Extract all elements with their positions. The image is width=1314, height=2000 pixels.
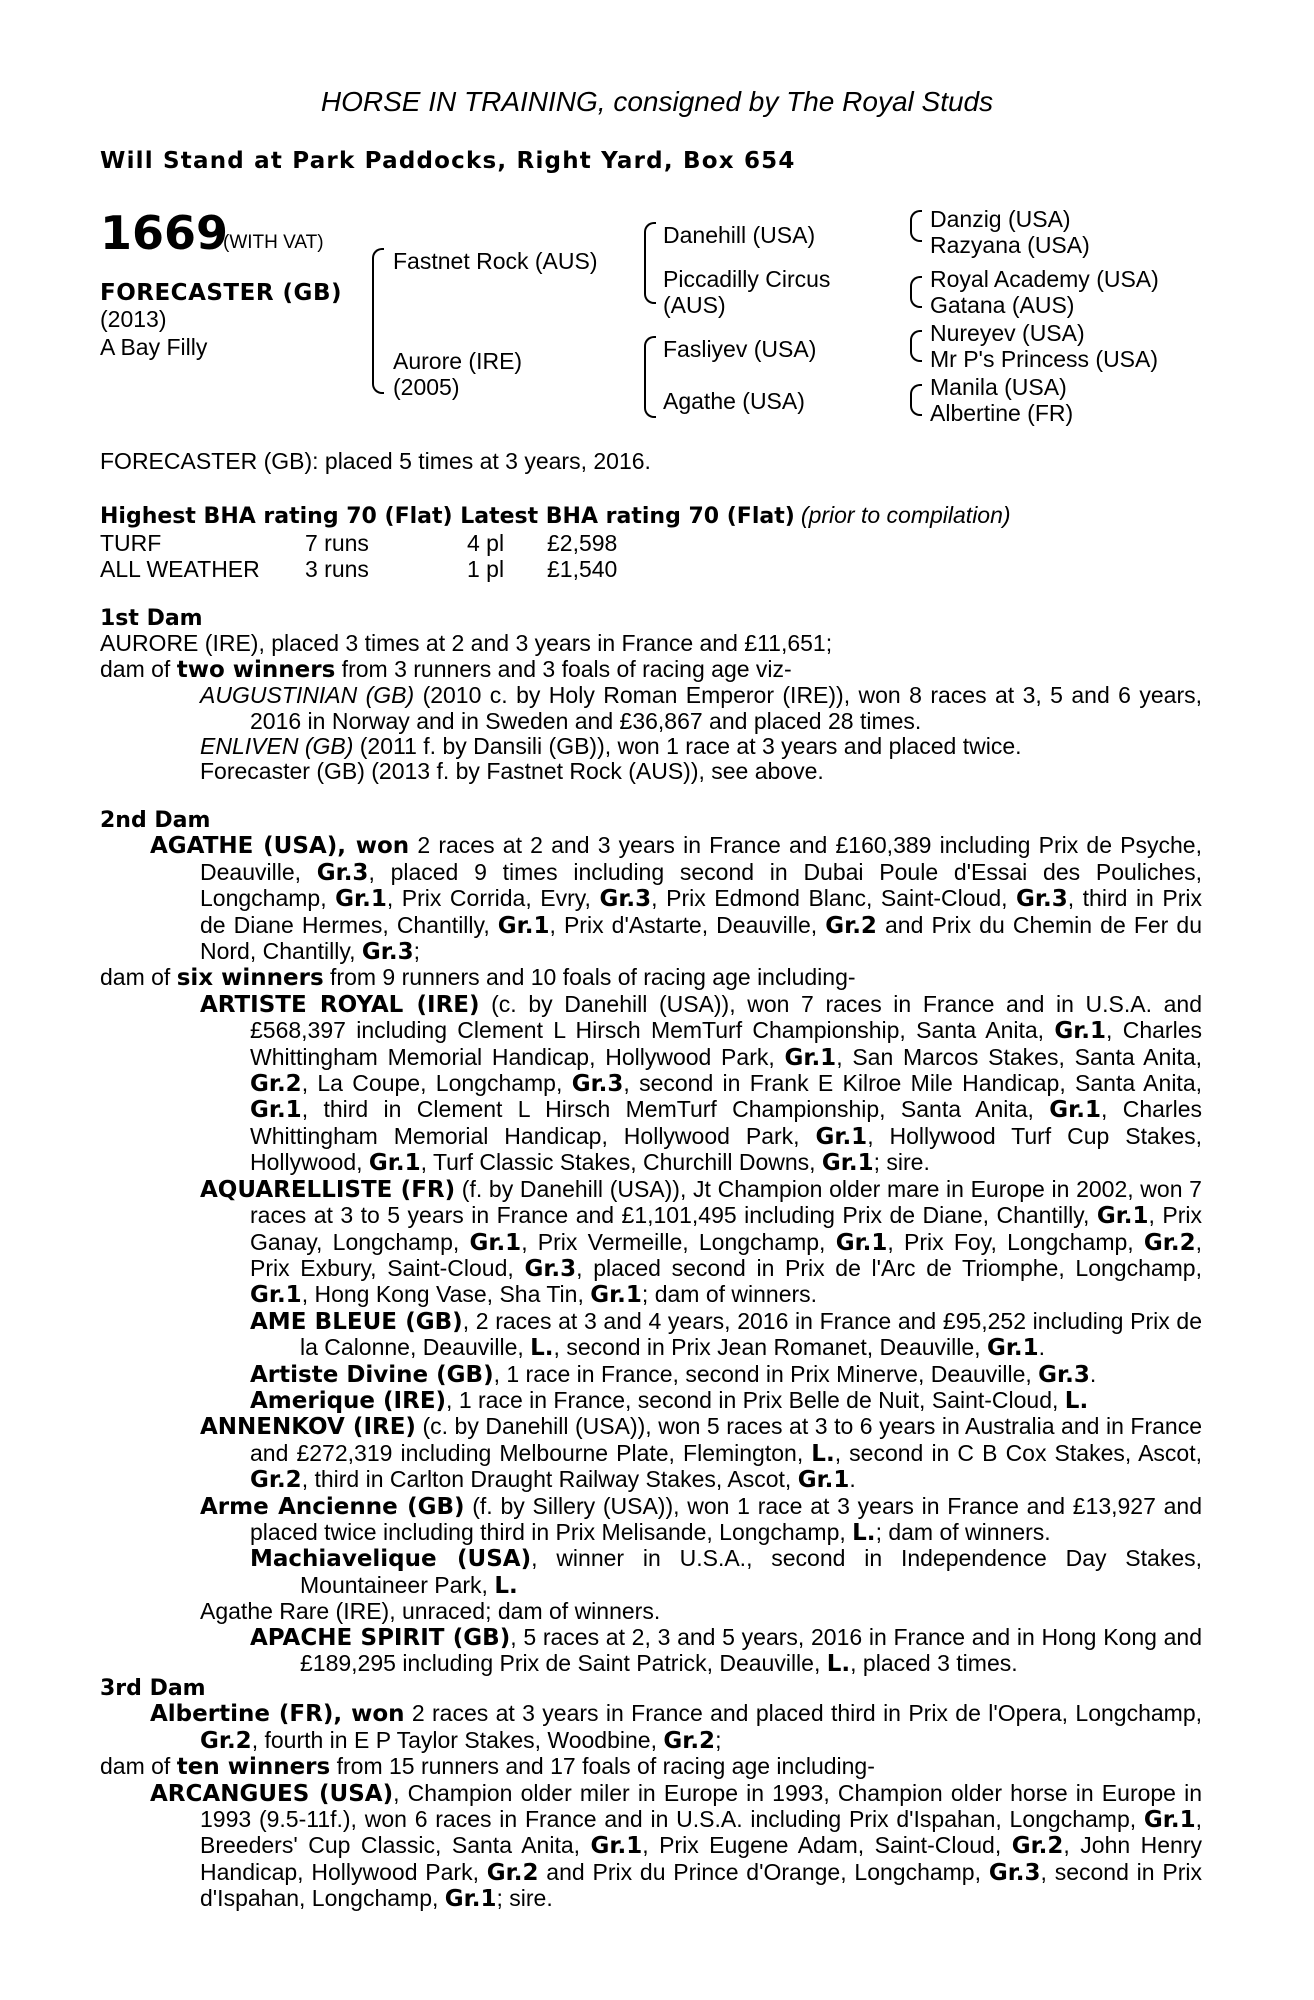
third-dam-produce-line: dam of ten winners from 15 runners and 17 foals of racing age including-	[100, 1753, 875, 1781]
pedigree-brace-sire-bottom	[644, 262, 656, 304]
first-dam-intro: AURORE (IRE), placed 3 times at 2 and 3 years in France and £11,651;	[100, 630, 833, 657]
artiste-royal-entry: ARTISTE ROYAL (IRE) (c. by Danehill (USA)), won 7 races in France and in U.S.A. and £568,397 including Clement L Hirsch MemTurf Championship, Santa Anita, Gr.1, Charles Whittingham Memorial Handicap, Hollywood Park, Gr.1, San Marcos Stakes, Santa Anita, Gr.2, La Coupe, Longchamp, Gr.3, second in Frank E Kilroe Mile Handicap, Santa Anita, Gr.1, third in Clement L Hirsch MemTurf Championship, Santa Anita, Gr.1, Charles Whittingham Memorial Handicap, Hollywood Park, Gr.1, Hollywood Turf Cup Stakes, Hollywood, Gr.1, Turf Classic Stakes, Churchill Downs, Gr.1; sire.	[200, 990, 1202, 1177]
turf-money: £2,598	[547, 530, 618, 556]
horse-description: A Bay Filly	[100, 334, 208, 360]
pedigree-g-sss: Danzig (USA)	[930, 206, 1071, 232]
pedigree-brace-dam-bottom	[644, 376, 656, 418]
pedigree-g-dsd: Mr P's Princess (USA)	[930, 346, 1159, 372]
arcangues-entry: ARCANGUES (USA), Champion older miler in Europe in 1993, Champion older horse in Europe in 1993 (9.5-11f.), won 6 races in France and in U.S.A. including Prix d'Ispahan, Longchamp, Gr.1, Breeders' Cup Classic, Santa Anita, Gr.1, Prix Eugene Adam, Saint-Cloud, Gr.2, John Henry Handicap, Hollywood Park, Gr.2 and Prix du Prince d'Orange, Longchamp, Gr.3, second in Prix d'Ispahan, Longchamp, Gr.1; sire.	[150, 1779, 1203, 1913]
second-dam-intro: AGATHE (USA), won 2 races at 2 and 3 years in France and £160,389 including Prix de Psyche, Deauville, Gr.3, placed 9 times including second in Dubai Poule d'Essai des Pouliches, Longchamp, Gr.1, Prix Corrida, Evry, Gr.3, Prix Edmond Blanc, Saint-Cloud, Gr.3, third in Prix de Diane Hermes, Chantilly, Gr.1, Prix d'Astarte, Deauville, Gr.2 and Prix du Chemin de Fer du Nord, Chantilly, Gr.3;	[150, 832, 1203, 966]
pedigree-brace-main-bottom	[372, 328, 384, 394]
pedigree-brace-sire-top	[644, 222, 656, 264]
turf-placed: 4 pl	[467, 530, 505, 556]
first-dam-section	[100, 606, 1202, 785]
pedigree-g-ssd: Razyana (USA)	[930, 232, 1090, 258]
machiavelique-entry: Machiavelique (USA), winner in U.S.A., second in Independence Day Stakes, Mountaineer Park, L.	[250, 1545, 1202, 1599]
first-dam-foal-3: Forecaster (GB) (2013 f. by Fastnet Rock (AUS)), see above.	[200, 758, 824, 785]
ratings-text: Highest BHA rating 70 (Flat) Latest BHA rating 70 (Flat)	[100, 504, 795, 529]
pedigree-g-sds: Royal Academy (USA)	[930, 266, 1159, 292]
ame-bleue-entry: AME BLEUE (GB), 2 races at 3 and 4 years, 2016 in France and £95,252 including Prix de la Calonne, Deauville, L., second in Prix Jean Romanet, Deauville, Gr.1.	[250, 1307, 1202, 1362]
amerique-entry: Amerique (IRE), 1 race in France, second in Prix Belle de Nuit, Saint-Cloud, L.	[250, 1386, 1089, 1414]
pedigree-g-dds: Manila (USA)	[930, 374, 1067, 400]
horse-name: FORECASTER (GB)	[100, 280, 342, 306]
artiste-divine-entry: Artiste Divine (GB), 1 race in France, second in Prix Minerve, Deauville, Gr.3.	[250, 1360, 1097, 1388]
apache-spirit-entry: APACHE SPIRIT (GB), 5 races at 2, 3 and 5 years, 2016 in France and in Hong Kong and £189,295 including Prix de Saint Patrick, Deauville, L., placed 3 times.	[250, 1623, 1202, 1677]
second-dam-produce-line: dam of six winners from 9 runners and 10 foals of racing age including-	[100, 964, 856, 992]
annenkov-entry: ANNENKOV (IRE) (c. by Danehill (USA)), won 5 races at 3 to 6 years in Australia and in France and £272,319 including Melbourne Plate, Flemington, L., second in C B Cox Stakes, Ascot, Gr.2, third in Carlton Draught Railway Stakes, Ascot, Gr.1.	[200, 1413, 1202, 1494]
first-dam-foal-1: AUGUSTINIAN (GB) (2010 c. by Holy Roman Emperor (IRE)), won 8 races at 3, 5 and 6 years, 2016 in Norway and in Sweden and £36,867 and placed 28 times.	[200, 682, 1202, 734]
pedigree-dam-dam: Agathe (USA)	[663, 388, 805, 414]
pedigree-sire-sire: Danehill (USA)	[663, 222, 816, 248]
pedigree-dam: Aurore (IRE)	[393, 348, 523, 374]
pedigree-sire-dam: Piccadilly Circus	[663, 266, 831, 292]
pedigree-brace-dam-top	[644, 336, 656, 378]
pedigree-brace-main-top	[372, 248, 384, 330]
turf-label: TURF	[100, 530, 162, 556]
pedigree-brace-g4-bottom	[910, 398, 922, 416]
agathe-rare-entry: Agathe Rare (IRE), unraced; dam of winners.	[200, 1598, 661, 1625]
third-dam-intro: Albertine (FR), won 2 races at 3 years in France and placed third in Prix de l'Opera, Longchamp, Gr.2, fourth in E P Taylor Stakes, Woodbine, Gr.2;	[150, 1700, 1202, 1754]
ratings-line	[100, 502, 1011, 529]
aw-money: £1,540	[547, 556, 618, 582]
pedigree-g-dss: Nureyev (USA)	[930, 320, 1085, 346]
aw-label: ALL WEATHER	[100, 556, 260, 582]
lot-number: 1669	[100, 206, 229, 260]
pedigree-dam-year: (2005)	[393, 374, 460, 400]
ratings-note: (prior to compilation)	[800, 502, 1011, 528]
pedigree-sire: Fastnet Rock (AUS)	[393, 248, 598, 274]
pedigree-brace-g2-bottom	[910, 290, 922, 308]
pedigree-brace-g3-bottom	[910, 344, 922, 362]
aw-placed: 1 pl	[467, 556, 505, 582]
first-dam-foal-2: ENLIVEN (GB) (2011 f. by Dansili (GB)), won 1 race at 3 years and placed twice.	[200, 733, 1022, 760]
pedigree-sire-dam-country: (AUS)	[663, 292, 726, 318]
first-dam-produce-line: dam of two winners from 3 runners and 3 foals of racing age viz-	[100, 655, 792, 683]
race-summary: FORECASTER (GB): placed 5 times at 3 years, 2016.	[100, 448, 651, 474]
second-dam-heading: 2nd Dam	[100, 808, 211, 833]
aw-runs: 3 runs	[305, 556, 369, 582]
foaling-year: (2013)	[100, 306, 167, 332]
third-dam-section	[100, 1676, 1202, 1913]
page-header: HORSE IN TRAINING, consigned by The Royal Studs	[320, 86, 994, 117]
pedigree-brace-g1-bottom	[910, 224, 922, 242]
pedigree-g-ddd: Albertine (FR)	[930, 400, 1074, 426]
third-dam-heading: 3rd Dam	[100, 1676, 206, 1701]
second-dam-section	[100, 808, 1202, 1677]
first-dam-heading: 1st Dam	[100, 606, 203, 631]
turf-runs: 7 runs	[305, 530, 369, 556]
vat-note: (WITH VAT)	[223, 232, 324, 253]
aquarelliste-entry: AQUARELLISTE (FR) (f. by Danehill (USA)), Jt Champion older mare in Europe in 2002, won 7 races at 3 to 5 years in France and £1,101,495 including Prix de Diane, Chantilly, Gr.1, Prix Ganay, Longchamp, Gr.1, Prix Vermeille, Longchamp, Gr.1, Prix Foy, Longchamp, Gr.2, Prix Exbury, Saint-Cloud, Gr.3, placed second in Prix de l'Arc de Triomphe, Longchamp, Gr.1, Hong Kong Vase, Sha Tin, Gr.1; dam of winners.	[200, 1175, 1203, 1309]
location-line: Will Stand at Park Paddocks, Right Yard, Box 654	[100, 148, 796, 174]
arme-ancienne-entry: Arme Ancienne (GB) (f. by Sillery (USA)), won 1 race at 3 years in France and £13,927 and placed twice including third in Prix Melisande, Longchamp, L.; dam of winners.	[200, 1492, 1203, 1546]
pedigree-dam-sire: Fasliyev (USA)	[663, 336, 817, 362]
pedigree-g-sdd: Gatana (AUS)	[930, 292, 1075, 318]
